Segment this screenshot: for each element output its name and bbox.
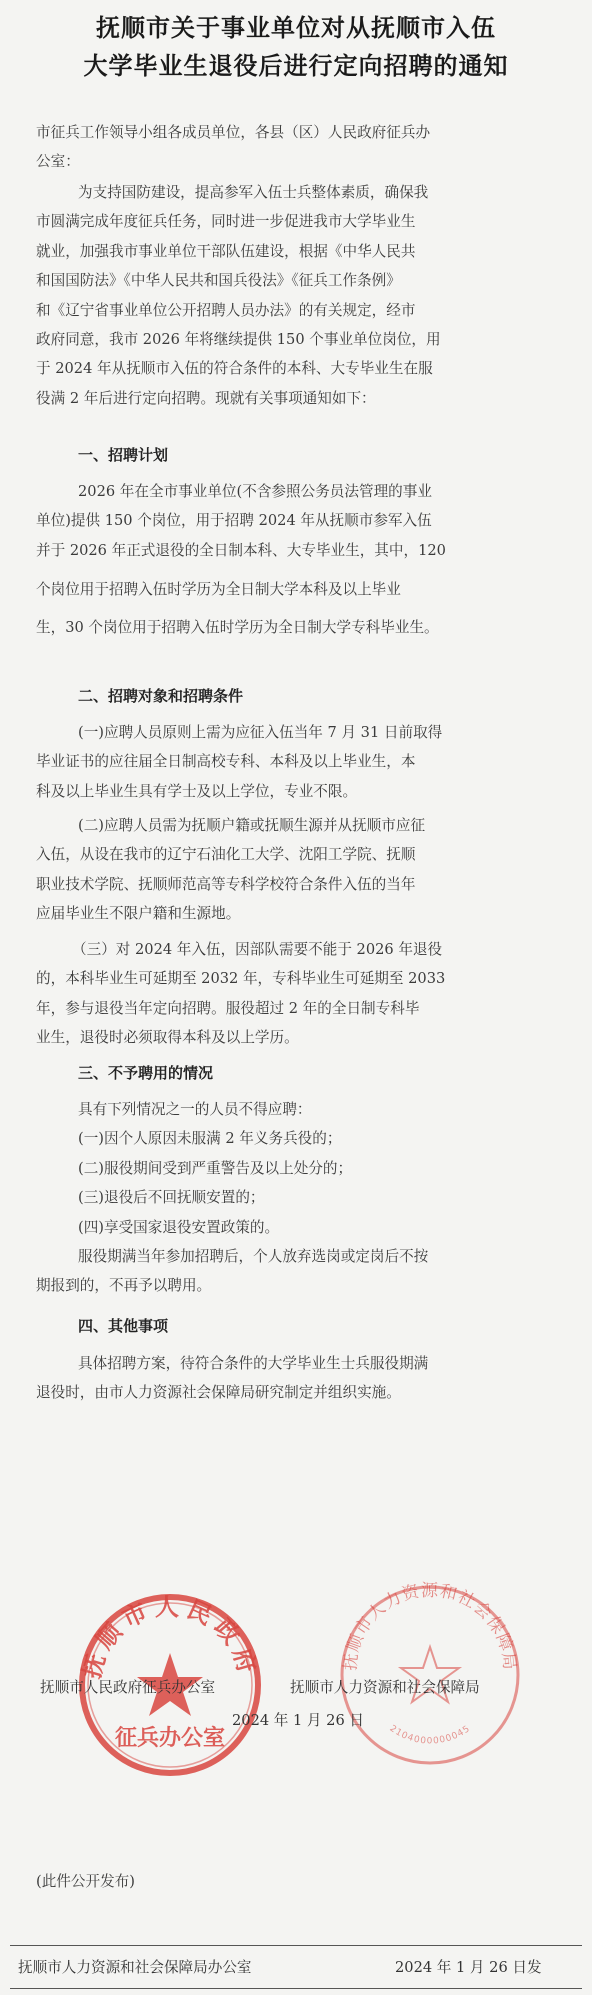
footer-bottom-rule	[10, 1988, 582, 1989]
right-seal-arc-text: 抚顺市人力资源和社会保障局	[340, 1580, 520, 1672]
section4-heading: 四、其他事项	[78, 1317, 169, 1335]
intro-line: 和《辽宁省事业单位公开招聘人员办法》的有关规定，经市	[36, 301, 416, 319]
section2-line: 毕业证书的应往届全日制高校专科、本科及以上毕业生，本	[36, 753, 416, 771]
section2-line: 的，本科毕业生可延期至 2032 年，专科毕业生可延期至 2033	[36, 970, 446, 988]
footer-org: 抚顺市人力资源和社会保障局办公室	[18, 1959, 252, 1976]
public-release-note: (此件公开发布)	[36, 1873, 135, 1890]
right-seal-code: 2104000000045	[387, 1723, 473, 1747]
footer-top-rule	[10, 1945, 582, 1946]
svg-text:抚顺市人力资源和社会保障局	[341, 1581, 520, 1672]
section3-line: (三)退役后不回抚顺安置的；	[78, 1189, 265, 1207]
section2-line: (二)应聘人员需为抚顺户籍或抚顺生源并从抚顺市应征	[78, 817, 426, 834]
section2-heading: 二、招聘对象和招聘条件	[78, 687, 244, 705]
section2-line: (一)应聘人员原则上需为应征入伍当年 7 月 31 日前取得	[78, 724, 443, 741]
section4-line: 退役时，由市人力资源社会保障局研究制定并组织实施。	[36, 1384, 401, 1402]
document-title-line2: 大学毕业生退役后进行定向招聘的通知	[83, 52, 509, 80]
section2-paragraph2	[0, 811, 592, 929]
section1-paragraph	[0, 477, 592, 642]
intro-line: 为支持国防建设，提高参军入伍士兵整体素质，确保我	[78, 184, 429, 201]
signature-date: 2024 年 1 月 26 日	[232, 1712, 364, 1729]
section1-line: 并于 2026 年正式退役的全日制本科、大专毕业生，其中，120	[36, 541, 446, 559]
intro-line: 和国国防法》《中华人民共和国兵役法》《征兵工作条例》	[36, 272, 401, 290]
left-seal-bottom-text: 征兵办公室	[114, 1726, 226, 1751]
intro-line: 市圆满完成年度征兵任务，同时进一步促进我市大学毕业生	[36, 213, 416, 231]
section4-line: 具体招聘方案，待符合条件的大学毕业生士兵服役期满	[78, 1355, 429, 1372]
addressee-line: 市征兵工作领导小组各成员单位，各县（区）人民政府征兵办	[36, 124, 431, 141]
hr-bureau-seal	[330, 1575, 530, 1775]
left-seal-arc-text: 抚顺市人民政府	[77, 1593, 263, 1682]
addressee	[0, 118, 592, 177]
section3-line: (二)服役期间受到严重警告及以上处分的；	[78, 1159, 353, 1177]
section3-line: (一)因个人原因未服满 2 年义务兵役的；	[78, 1130, 342, 1148]
section2-line: 应届毕业生不限户籍和生源地。	[36, 905, 241, 923]
section2-line: （三）对 2024 年入伍，因部队需要不能于 2026 年退役	[72, 941, 443, 958]
intro-paragraph	[0, 178, 592, 413]
section2-line: 业生，退役时必须取得本科及以上学历。	[36, 1029, 299, 1047]
section4-paragraph	[0, 1349, 592, 1408]
section1-heading: 一、招聘计划	[78, 446, 169, 464]
section3-line: 期报到的，不再予以聘用。	[36, 1277, 212, 1295]
section2-paragraph1	[0, 718, 592, 806]
section1-line: 2026 年在全市事业单位(不含参照公务员法管理的事业	[78, 483, 432, 500]
section1-line: 生，30 个岗位用于招聘入伍时学历为全日制大学专科毕业生。	[36, 618, 439, 636]
section2-line: 科及以上毕业生具有学士及以上学位，专业不限。	[36, 782, 358, 800]
intro-line: 于 2024 年从抚顺市入伍的符合条件的本科、大专毕业生在服	[36, 360, 433, 378]
addressee-line: 公室：	[36, 153, 80, 171]
document-title-line1: 抚顺市关于事业单位对从抚顺市入伍	[96, 14, 496, 42]
intro-line: 役满 2 年后进行定向招聘。现就有关事项通知如下：	[36, 389, 376, 407]
section2-line: 职业技术学院、抚顺师范高等专科学校符合条件入伍的当年	[36, 875, 416, 893]
section2-line: 年，参与退役当年定向招聘。服役超过 2 年的全日制专科毕	[36, 999, 420, 1017]
intro-line: 政府同意，我市 2026 年将继续提供 150 个事业单位岗位，用	[36, 330, 441, 348]
section3-line: (四)享受国家退役安置政策的。	[78, 1218, 280, 1236]
section3-line: 具有下列情况之一的人员不得应聘：	[78, 1101, 312, 1118]
public-release-note-block	[0, 1867, 592, 1896]
section1-line: 个岗位用于招聘入伍时学历为全日制大学本科及以上毕业	[36, 581, 401, 599]
section3-heading: 三、不予聘用的情况	[78, 1064, 214, 1082]
intro-line: 就业，加强我市事业单位干部队伍建设，根据《中华人民共	[36, 242, 416, 260]
section3-paragraph	[0, 1095, 592, 1301]
svg-text:2104000000045	[388, 1724, 473, 1747]
section2-paragraph3	[0, 935, 592, 1053]
signature-org-conscription: 抚顺市人民政府征兵办公室	[40, 1679, 216, 1696]
section2-line: 入伍，从设在我市的辽宁石油化工大学、沈阳工学院、抚顺	[36, 846, 416, 864]
footer-date: 2024 年 1 月 26 日发	[395, 1959, 542, 1976]
signature-org-hr: 抚顺市人力资源和社会保障局	[290, 1679, 480, 1696]
section3-line: 服役期满当年参加招聘后，个人放弃选岗或定岗后不按	[78, 1247, 429, 1265]
section1-line: 单位)提供 150 个岗位，用于招聘 2024 年从抚顺市参军入伍	[36, 512, 432, 530]
